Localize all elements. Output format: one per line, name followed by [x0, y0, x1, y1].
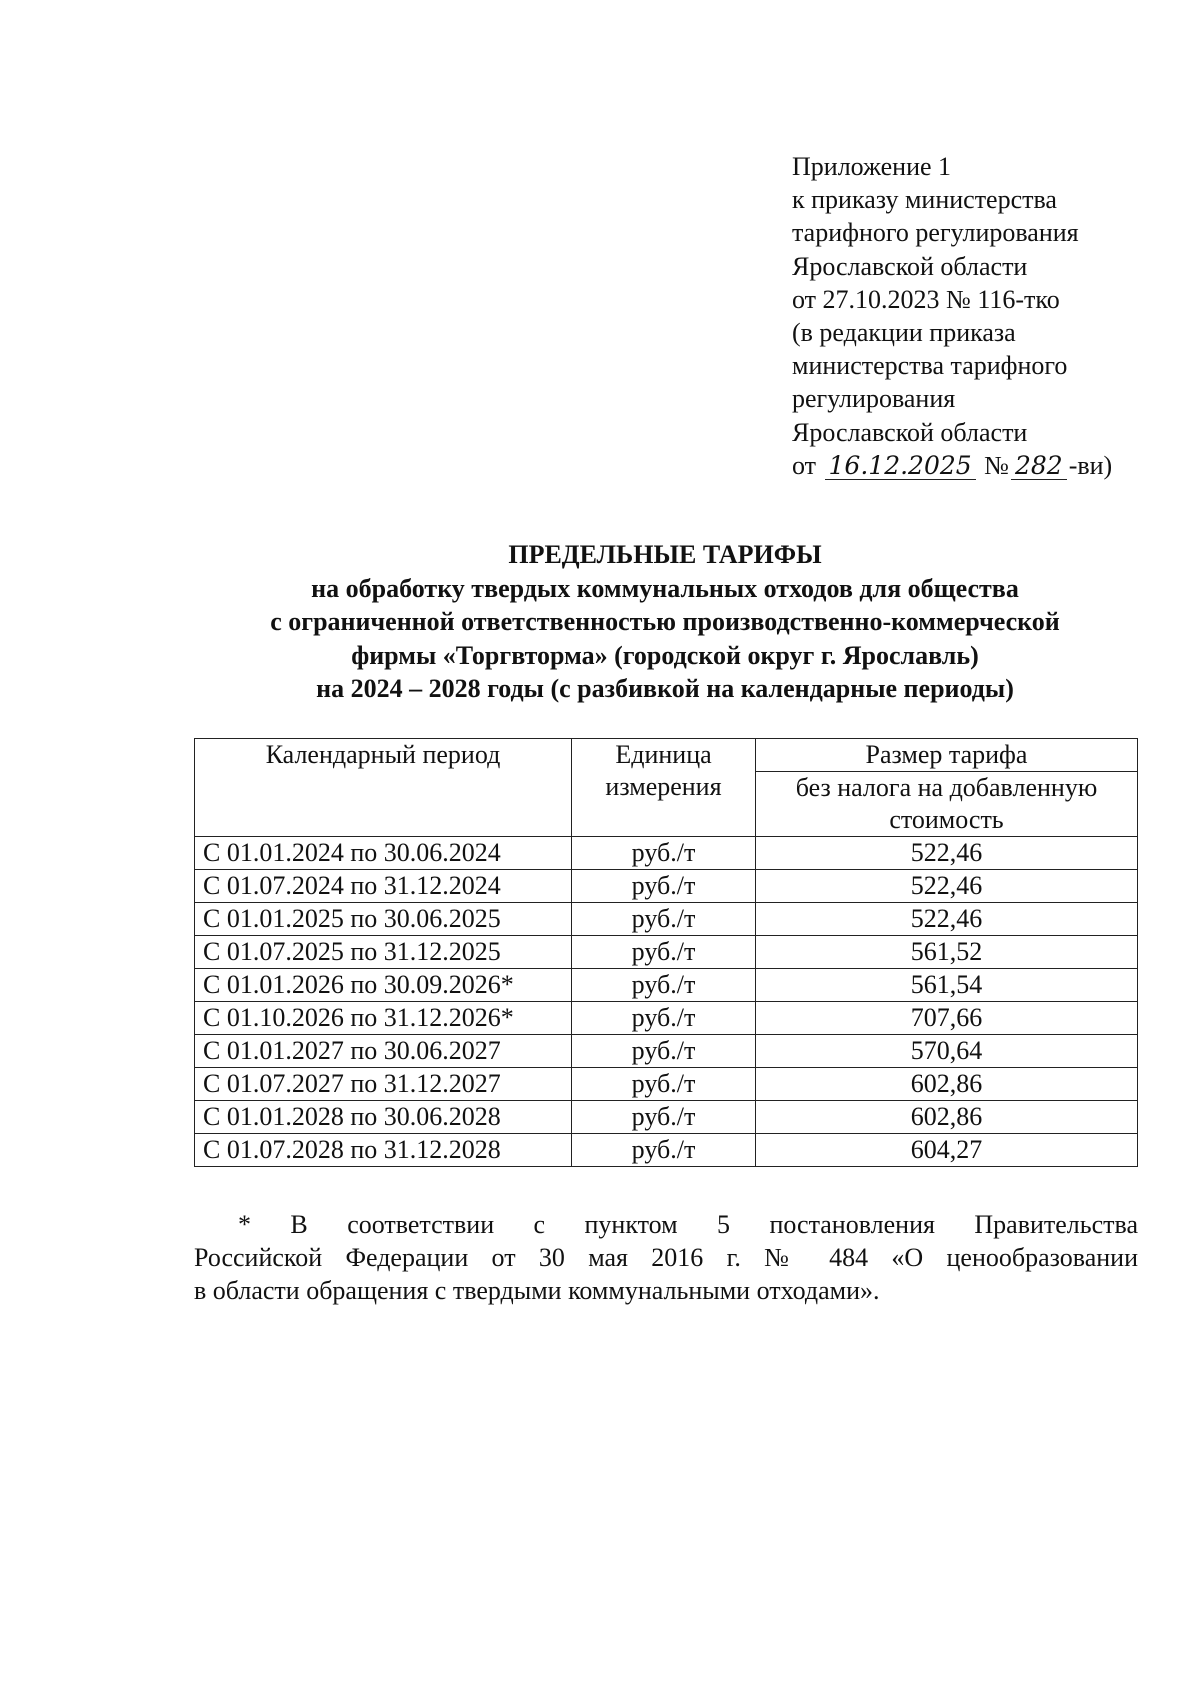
- cell-value: 522,46: [756, 903, 1138, 936]
- cell-period: С 01.01.2027 по 30.06.2027: [195, 1035, 572, 1068]
- cell-value: 604,27: [756, 1134, 1138, 1167]
- cell-period: С 01.01.2025 по 30.06.2025: [195, 903, 572, 936]
- cell-value: 561,54: [756, 969, 1138, 1002]
- cell-value: 602,86: [756, 1101, 1138, 1134]
- header-period: Календарный период: [195, 739, 572, 837]
- appendix-line: регулирования: [792, 384, 956, 414]
- cell-value: 522,46: [756, 870, 1138, 903]
- appendix-last-line: [792, 449, 1112, 482]
- appendix-line: Ярославской области: [792, 251, 1028, 281]
- table-row: [195, 1134, 1138, 1167]
- footnote: [194, 1208, 1138, 1307]
- header-tariff-sub: без налога на добавленную стоимость: [756, 772, 1138, 837]
- handwritten-number: 282: [1011, 453, 1067, 480]
- table-row: [195, 870, 1138, 903]
- header-unit-line: Единица: [615, 740, 712, 769]
- cell-value: 561,52: [756, 936, 1138, 969]
- appendix-line: тарифного регулирования: [792, 218, 1079, 248]
- heading-title: ПРЕДЕЛЬНЫЕ ТАРИФЫ: [508, 540, 822, 569]
- header-unit: [572, 739, 756, 837]
- heading-line: с ограниченной ответственностью производственно-коммерческой: [270, 607, 1060, 636]
- table-header-row: [195, 739, 1138, 772]
- cell-unit: руб./т: [572, 837, 756, 870]
- header-unit-line: измерения: [605, 772, 722, 801]
- appendix-line: от 27.10.2023 № 116-тко: [792, 284, 1060, 314]
- cell-period: С 01.07.2027 по 31.12.2027: [195, 1068, 572, 1101]
- table-row: [195, 1101, 1138, 1134]
- footnote-line: * В соответствии с пунктом 5 постановления Правительства: [238, 1210, 1138, 1239]
- cell-period: С 01.01.2026 по 30.09.2026*: [195, 969, 572, 1002]
- table-row: [195, 1002, 1138, 1035]
- appendix-line: Ярославской области: [792, 417, 1028, 447]
- cell-unit: руб./т: [572, 936, 756, 969]
- footnote-line: в области обращения с твердыми коммунальными отходами».: [194, 1276, 880, 1305]
- table-row: [195, 903, 1138, 936]
- cell-unit: руб./т: [572, 870, 756, 903]
- appendix-line: Приложение 1: [792, 152, 952, 181]
- cell-unit: руб./т: [572, 969, 756, 1002]
- table-row: [195, 837, 1138, 870]
- footnote-line: Российской Федерации от 30 мая 2016 г. № 484 «О ценообразовании: [194, 1243, 1138, 1272]
- cell-period: С 01.07.2028 по 31.12.2028: [195, 1134, 572, 1167]
- cell-period: С 01.01.2028 по 30.06.2028: [195, 1101, 572, 1134]
- table-row: [195, 1035, 1138, 1068]
- cell-unit: руб./т: [572, 903, 756, 936]
- table-row: [195, 936, 1138, 969]
- cell-value: 602,86: [756, 1068, 1138, 1101]
- appendix-line: министерства тарифного: [792, 351, 1068, 381]
- table-row: [195, 1068, 1138, 1101]
- appendix-line: к приказу министерства: [792, 185, 1057, 215]
- cell-unit: руб./т: [572, 1002, 756, 1035]
- document-heading: [0, 538, 1200, 706]
- cell-value: 570,64: [756, 1035, 1138, 1068]
- cell-period: С 01.01.2024 по 30.06.2024: [195, 837, 572, 870]
- cell-value: 522,46: [756, 837, 1138, 870]
- appendix-line: (в редакции приказа: [792, 318, 1016, 348]
- handwritten-date: 16.12.2025: [825, 453, 976, 480]
- header-tariff: Размер тарифа: [756, 739, 1138, 772]
- appendix-suffix: -ви): [1068, 450, 1113, 480]
- cell-period: С 01.07.2024 по 31.12.2024: [195, 870, 572, 903]
- heading-line: фирмы «Торгвторма» (городской округ г. Ярославль): [351, 640, 979, 670]
- tariff-table: [194, 738, 1138, 1167]
- number-sign: №: [984, 450, 1009, 480]
- appendix-block: [792, 150, 1112, 482]
- table-row: [195, 969, 1138, 1002]
- cell-period: С 01.07.2025 по 31.12.2025: [195, 936, 572, 969]
- heading-line: на 2024 – 2028 годы (с разбивкой на календарные периоды): [316, 674, 1014, 703]
- cell-unit: руб./т: [572, 1035, 756, 1068]
- cell-unit: руб./т: [572, 1101, 756, 1134]
- appendix-from-label: от: [792, 450, 817, 480]
- cell-unit: руб./т: [572, 1134, 756, 1167]
- cell-period: С 01.10.2026 по 31.12.2026*: [195, 1002, 572, 1035]
- heading-line: на обработку твердых коммунальных отходов для общества: [311, 573, 1019, 603]
- cell-value: 707,66: [756, 1002, 1138, 1035]
- cell-unit: руб./т: [572, 1068, 756, 1101]
